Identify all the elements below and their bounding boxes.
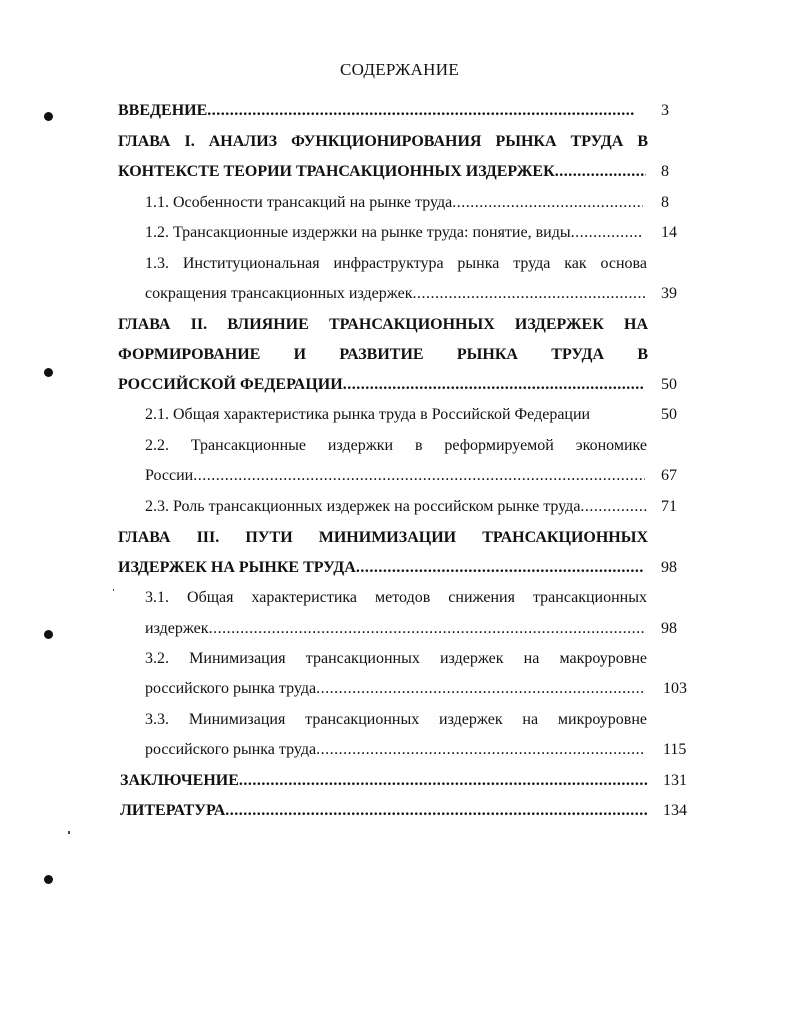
page-number: 98	[661, 559, 677, 576]
leader-dots	[225, 801, 648, 821]
margin-bullet	[44, 368, 53, 377]
page-number: 8	[661, 194, 669, 211]
toc-section-3-3-line-1[interactable]: 3.3. Минимизация трансакционных издержек на микроуровне	[145, 711, 647, 728]
page-number: 50	[661, 376, 677, 393]
leader-dots	[343, 375, 644, 395]
leader-dots	[209, 619, 645, 639]
leader-dots	[207, 101, 635, 121]
page-number: 39	[661, 285, 677, 302]
leader-dots	[193, 466, 645, 486]
page-number: 67	[661, 467, 677, 484]
toc-section-1-2[interactable]: 1.2. Трансакционные издержки на рынке труда: понятие, виды .....	[145, 223, 643, 243]
page-title: СОДЕРЖАНИЕ	[339, 60, 460, 79]
page-number: 98	[661, 620, 677, 637]
toc-section-1-1[interactable]: 1.1. Особенности трансакций на рынке труда .....	[145, 193, 643, 213]
toc-section-1-3-line-1[interactable]: 1.3. Институциональная инфраструктура рынка труда как основа	[145, 255, 647, 272]
leader-dots	[580, 497, 647, 517]
margin-bullet	[44, 875, 53, 884]
leader-dots	[239, 771, 648, 791]
leader-dots	[316, 740, 645, 760]
toc-entry-intro[interactable]: ВВЕДЕНИЕ .....	[118, 101, 635, 121]
toc-chapter-2-line-3[interactable]: РОССИЙСКОЙ ФЕДЕРАЦИИ .....	[118, 375, 644, 395]
toc-chapter-3-line-2[interactable]: ИЗДЕРЖЕК НА РЫНКЕ ТРУДА .....	[118, 558, 644, 578]
toc-chapter-1-line-1[interactable]: ГЛАВА I. АНАЛИЗ ФУНКЦИОНИРОВАНИЯ РЫНКА ТРУДА В	[118, 133, 648, 150]
toc-section-3-1-line-1[interactable]: 3.1. Общая характеристика методов снижения трансакционных	[145, 589, 647, 606]
leader-dots	[555, 162, 646, 182]
toc-chapter-2-line-2[interactable]: ФОРМИРОВАНИЕ И РАЗВИТИЕ РЫНКА ТРУДА В	[118, 346, 648, 363]
scan-speck	[113, 589, 114, 591]
page-number: 50	[661, 406, 677, 423]
page-number: 131	[663, 772, 687, 789]
toc-entry-literature[interactable]: ЛИТЕРАТУРА .....	[120, 801, 648, 821]
toc-entry-conclusion[interactable]: ЗАКЛЮЧЕНИЕ .....	[120, 771, 648, 791]
toc-section-3-2-line-1[interactable]: 3.2. Минимизация трансакционных издержек на макроуровне	[145, 650, 647, 667]
leader-dots	[452, 193, 643, 213]
leader-dots	[571, 223, 643, 243]
page-number: 134	[663, 802, 687, 819]
leader-dots	[412, 284, 645, 304]
page-number: 115	[663, 741, 687, 758]
toc-section-3-3-line-2[interactable]: российского рынка труда .....	[145, 740, 645, 760]
leader-dots	[356, 558, 644, 578]
page-number: 14	[661, 224, 677, 241]
margin-bullet	[44, 112, 53, 121]
toc-chapter-2-line-1[interactable]: ГЛАВА II. ВЛИЯНИЕ ТРАНСАКЦИОННЫХ ИЗДЕРЖЕК НА	[118, 316, 648, 333]
page-number: 8	[661, 163, 669, 180]
margin-bullet	[44, 630, 53, 639]
scan-speck	[68, 831, 70, 834]
toc-section-2-2-line-1[interactable]: 2.2. Трансакционные издержки в реформируемой экономике	[145, 437, 647, 454]
toc-section-1-3-line-2[interactable]: сокращения трансакционных издержек .....	[145, 284, 645, 304]
page-number: 103	[663, 680, 687, 697]
page-number: 3	[661, 102, 669, 119]
leader-dots	[316, 679, 645, 699]
toc-chapter-3-line-1[interactable]: ГЛАВА III. ПУТИ МИНИМИЗАЦИИ ТРАНСАКЦИОННЫХ	[118, 529, 648, 546]
toc-section-3-1-line-2[interactable]: издержек .....	[145, 619, 645, 639]
page-number: 71	[661, 498, 677, 515]
toc-section-3-2-line-2[interactable]: российского рынка труда .....	[145, 679, 645, 699]
toc-chapter-1-line-2[interactable]: КОНТЕКСТЕ ТЕОРИИ ТРАНСАКЦИОННЫХ ИЗДЕРЖЕК .....	[118, 162, 646, 182]
toc-section-2-2-line-2[interactable]: России .....	[145, 466, 645, 486]
toc-section-2-3[interactable]: 2.3. Роль трансакционных издержек на российском рынке труда .....	[145, 497, 647, 517]
toc-section-2-1[interactable]: 2.1. Общая характеристика рынка труда в Российской Федерации	[145, 406, 591, 423]
